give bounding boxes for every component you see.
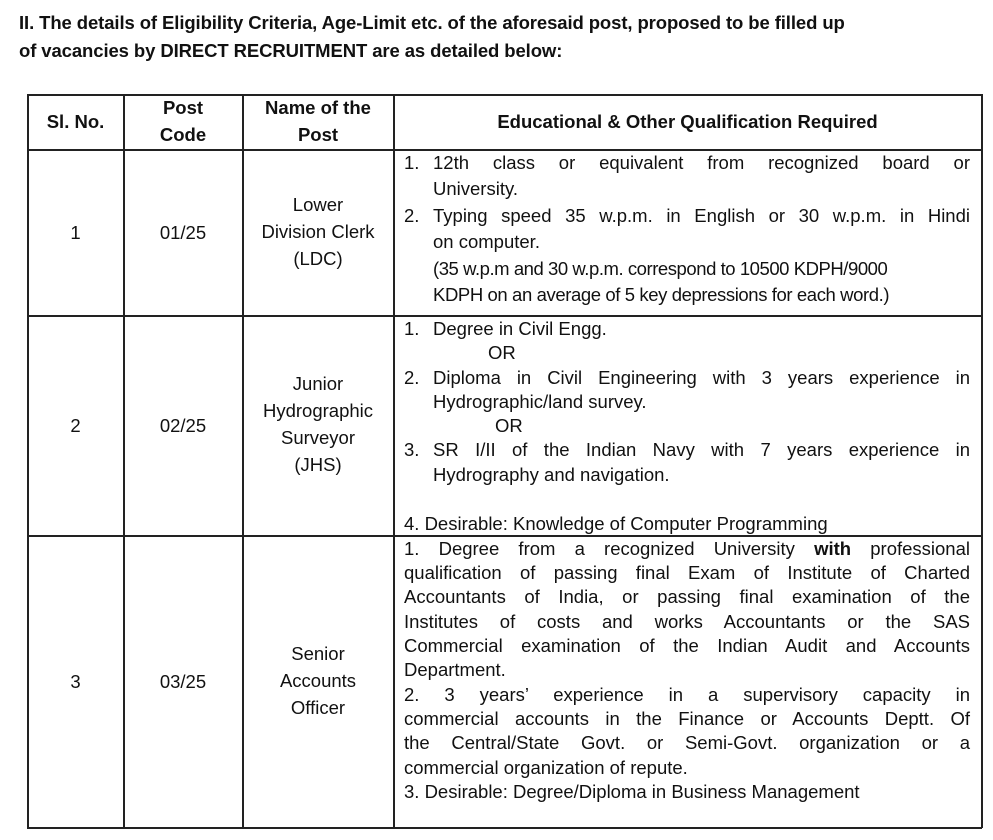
- qualification-line: Degree in Civil Engg.: [433, 318, 607, 339]
- item-number: 3.: [404, 439, 420, 460]
- col-divider: [123, 94, 125, 828]
- qualification-line: Department.: [404, 659, 506, 680]
- row-post-code: 03/25: [159, 671, 207, 692]
- qualification-line: SR I/II of the Indian Navy with 7 years experience in: [433, 439, 970, 460]
- post-name-line: (LDC): [293, 248, 343, 269]
- post-name-line: Officer: [290, 697, 346, 718]
- row-sl-no: 1: [70, 222, 81, 243]
- or-separator: OR: [488, 342, 516, 363]
- qualification-line: commercial accounts in the Finance or Accounts Deptt. Of: [404, 708, 970, 729]
- row-post-code: 01/25: [159, 222, 207, 243]
- item-number: 1.: [404, 318, 420, 339]
- qualification-line: 3. Desirable: Degree/Diploma in Business Management: [404, 781, 860, 802]
- header-qualification: Educational & Other Qualification Required: [497, 111, 878, 132]
- qualification-line: qualification of passing final Exam of Institute of Charted: [404, 562, 970, 583]
- qualification-line: (35 w.p.m and 30 w.p.m. correspond to 10500 KDPH/9000: [433, 258, 888, 279]
- header-post-code-line: Code: [159, 124, 207, 145]
- table-border-left: [27, 94, 29, 828]
- header-post-name-line: Name of the: [265, 97, 371, 118]
- qualification-line: Hydrographic/land survey.: [433, 391, 647, 412]
- section-heading-line-1: II. The details of Eligibility Criteria, Age-Limit etc. of the aforesaid post, proposed to be filled up: [19, 12, 845, 33]
- qualification-line: 4. Desirable: Knowledge of Computer Programming: [404, 513, 828, 534]
- header-post-name-line: Post: [297, 124, 339, 145]
- row-sl-no: 2: [70, 415, 81, 436]
- post-name-line: Lower: [292, 194, 344, 215]
- post-name-line: (JHS): [294, 454, 342, 475]
- post-name-line: Junior: [292, 373, 344, 394]
- header-post-code: [124, 94, 242, 148]
- qualification-line: Commercial examination of the Indian Audit and Accounts: [404, 635, 970, 656]
- item-number: 2.: [404, 367, 420, 388]
- item-number: 1.: [404, 152, 420, 173]
- post-name-line: Surveyor: [280, 427, 356, 448]
- col-divider: [393, 94, 395, 828]
- qualification-line: Institutes of costs and works Accountants or the SAS: [404, 611, 970, 632]
- table-border-right: [981, 94, 983, 828]
- post-name-line: Senior: [291, 643, 345, 664]
- row-post-name: [243, 370, 393, 478]
- qualification-line: on computer.: [433, 231, 540, 252]
- row-post-name: [243, 640, 393, 721]
- header-post-name: [243, 94, 393, 148]
- post-name-line: Accounts: [279, 670, 357, 691]
- qualification-line: Hydrography and navigation.: [433, 464, 670, 485]
- row-sl-no: 3: [70, 671, 81, 692]
- qualification-line: 12th class or equivalent from recognized board or: [433, 152, 970, 173]
- row-post-name: [243, 191, 393, 272]
- qualification-line: KDPH on an average of 5 key depressions for each word.): [433, 284, 890, 305]
- qualification-line: Diploma in Civil Engineering with 3 years experience in: [433, 367, 970, 388]
- item-number: 2.: [404, 205, 420, 226]
- qualification-text: 1. Degree from a recognized University: [404, 538, 815, 559]
- qualification-line: Typing speed 35 w.p.m. in English or 30 w.p.m. in Hindi: [433, 205, 970, 226]
- section-heading-line-2: of vacancies by DIRECT RECRUITMENT are as detailed below:: [19, 40, 563, 61]
- header-sl-no: Sl. No.: [46, 111, 105, 132]
- post-name-line: Division Clerk: [261, 221, 375, 242]
- qualification-line: the Central/State Govt. or Semi-Govt. organization or a: [404, 732, 970, 753]
- header-post-code-line: Post: [162, 97, 204, 118]
- qualification-line: commercial organization of repute.: [404, 757, 688, 778]
- qualification-line: University.: [433, 178, 518, 199]
- qualification-line: Accountants of India, or passing final examination of the: [404, 586, 970, 607]
- row-post-code: 02/25: [159, 415, 207, 436]
- qualification-bold-text: with: [814, 538, 852, 559]
- post-name-line: Hydrographic: [262, 400, 374, 421]
- table-border-bottom: [27, 827, 982, 829]
- qualification-text: professional: [851, 538, 970, 559]
- qualification-line: [404, 537, 970, 561]
- qualification-line: 2. 3 years’ experience in a supervisory capacity in: [404, 684, 970, 705]
- or-separator: OR: [495, 415, 523, 436]
